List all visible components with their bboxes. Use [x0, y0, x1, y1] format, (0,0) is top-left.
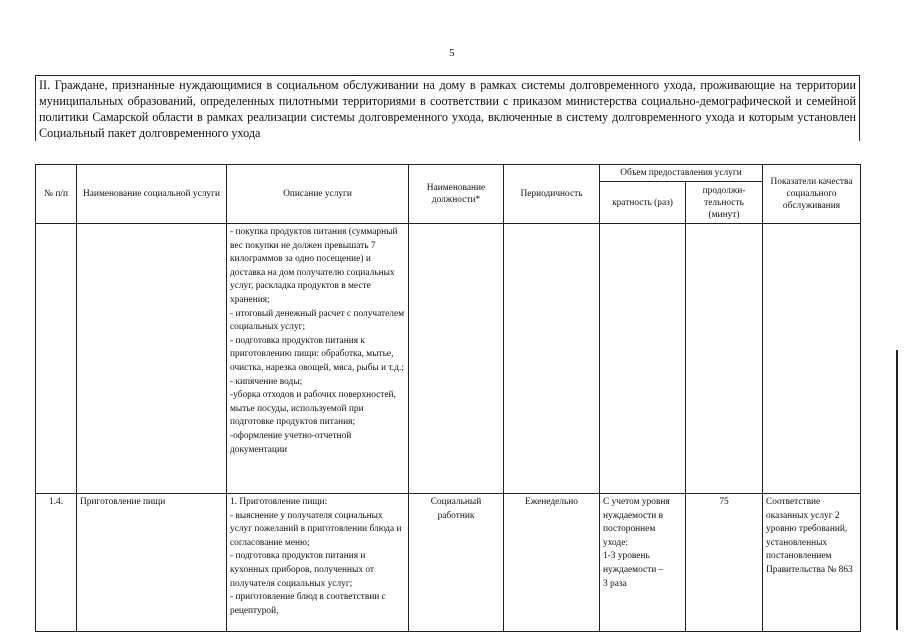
cell-num: 1.4. [36, 494, 77, 632]
cell-times [600, 224, 686, 494]
cell-num [36, 224, 77, 494]
section-heading: II. Граждане, признанные нуждающимися в социальном обслуживании на дому в рамках системы долговременного ухода, проживающие на территории муниципальных образований, определенных пилотными территориями в соответствии с приказом министерства социально-демографической и семейной политики Самарской области в рамках реализации системы долговременного ухода, включенные в систему долговременного ухода и которым установлен Социальный пакет долговременного ухода [35, 75, 860, 141]
header-num: № п/п [36, 165, 77, 224]
header-service-name: Наименование социальной услуги [77, 165, 227, 224]
cell-quality [763, 224, 861, 494]
cell-times: С учетом уровня нуждаемости в постороннем уходе: 1-3 уровень нуждаемости – 3 раза [600, 494, 686, 632]
cell-position [409, 224, 504, 494]
table-row [36, 224, 861, 494]
header-description: Описание услуги [227, 165, 409, 224]
header-position: Наименование должности* [409, 165, 504, 224]
header-volume-times: кратность (раз) [600, 182, 686, 224]
header-periodicity: Периодичность [504, 165, 600, 224]
header-volume-duration: продолжи-тельность (минут) [686, 182, 763, 224]
header-quality: Показатели качества социального обслуживания [763, 165, 861, 224]
cell-periodicity [504, 224, 600, 494]
cell-duration: 75 [686, 494, 763, 632]
cell-description: - покупка продуктов питания (суммарный вес покупки не должен превышать 7 килограммов за одно посещение) и доставка на дом получателю социальных услуг, раскладка продуктов в месте хранения; - итоговый денежный расчет с получателем социальных услуг; - подготовка продуктов питания к приготовлению пищи: обработка, мытье, очистка, нарезка овощей, мяса, рыбы и т.д.; - кипячение воды; -уборка отходов и рабочих поверхностей, мытье посуды, используемой при подготовке продуктов питания; -оформление учетно-отчетной документации [227, 224, 409, 494]
cell-description: 1. Приготовление пищи: - выяснение у получателя социальных услуг пожеланий в приготовлении блюда и согласование меню; - подготовка продуктов питания и кухонных приборов, полученных от получателя социальных услуг; - приготовление блюд в соответствии с рецептурой, [227, 494, 409, 632]
cell-position: Социальный работник [409, 494, 504, 632]
cell-service-name: Приготовление пищи [77, 494, 227, 632]
scan-edge-mark [896, 350, 898, 630]
cell-service-name [77, 224, 227, 494]
header-volume: Объем предоставления услуги [600, 165, 763, 182]
page-number: 5 [449, 47, 455, 59]
services-table [35, 164, 861, 632]
cell-periodicity: Еженедельно [504, 494, 600, 632]
cell-duration [686, 224, 763, 494]
table-row [36, 494, 861, 632]
cell-quality: Соответствие оказанных услуг 2 уровню требований, установленных постановлением Правительства № 863 [763, 494, 861, 632]
